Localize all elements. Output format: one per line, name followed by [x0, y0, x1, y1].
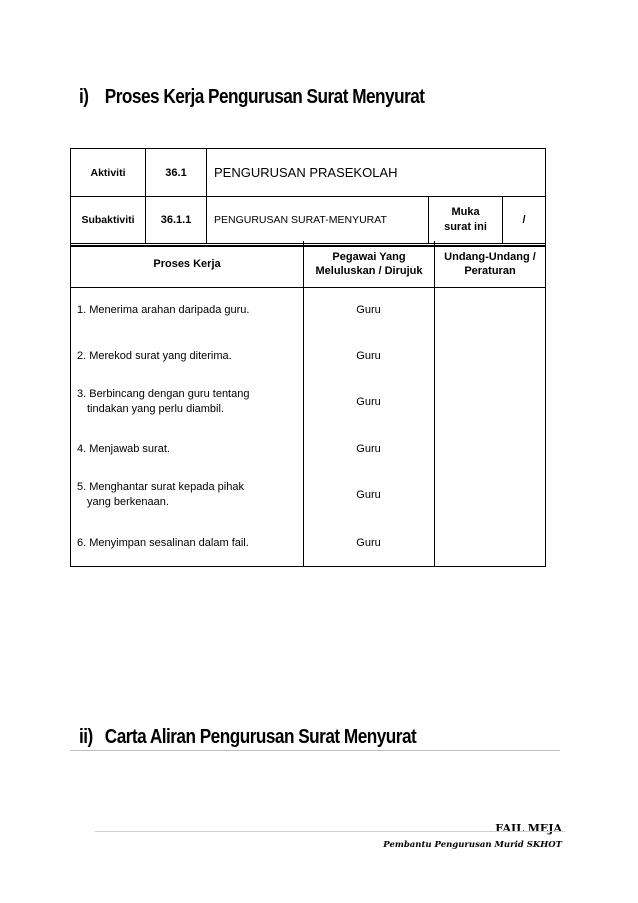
- section-1-number: i): [79, 86, 89, 108]
- subaktiviti-code: 36.1.1: [145, 197, 206, 243]
- subaktiviti-label: Subaktiviti: [81, 214, 135, 226]
- muka-surat-value: /: [502, 197, 545, 243]
- aktiviti-code: 36.1: [145, 149, 206, 196]
- col-pegawai: [303, 241, 434, 287]
- step-pegawai: Guru: [356, 396, 381, 408]
- col-proses-kerja: Proses Kerja: [153, 258, 221, 270]
- step-pegawai: Guru: [356, 489, 381, 501]
- section-2-number: ii): [79, 726, 93, 748]
- step-text: 1. Menerima arahan daripada guru.: [77, 304, 250, 316]
- step-pegawai: Guru: [356, 537, 381, 549]
- footer-fail-meja: FAIL MEJA: [495, 822, 562, 835]
- step-text: 5. Menghantar surat kepada pihak yang berkenaan.: [77, 481, 244, 508]
- step-pegawai: Guru: [356, 350, 381, 362]
- col-undang: [434, 241, 545, 287]
- muka-surat-label: [428, 197, 502, 243]
- step-text: 2. Merekod surat yang diterima.: [77, 350, 232, 362]
- col-undang-line1: Undang-Undang /: [444, 251, 536, 263]
- footer-pembantu: Pembantu Pengurusan Murid SKHOT: [383, 840, 562, 850]
- section-1-title: Proses Kerja Pengurusan Surat Menyurat: [104, 86, 425, 108]
- process-table-header: [71, 241, 545, 288]
- footer-divider: [95, 831, 565, 832]
- process-table: [70, 241, 546, 567]
- muka-label-line1: Muka: [451, 206, 480, 218]
- aktiviti-row: [71, 149, 545, 196]
- muka-label-line2: surat ini: [444, 221, 487, 233]
- step-pegawai: Guru: [356, 304, 381, 316]
- step-text: 4. Menjawab surat.: [77, 443, 170, 455]
- section-2-title: Carta Aliran Pengurusan Surat Menyurat: [104, 726, 417, 748]
- column-divider: [303, 288, 304, 566]
- section-2-divider: [70, 750, 560, 751]
- aktiviti-name: PENGURUSAN PRASEKOLAH: [206, 149, 545, 196]
- step-text: 3. Berbincang dengan guru tentang tindakan yang perlu diambil.: [77, 388, 250, 415]
- activity-header-table: [70, 148, 546, 247]
- section-2-heading: [79, 726, 416, 749]
- col-undang-line2: Peraturan: [464, 265, 516, 277]
- subaktiviti-name: PENGURUSAN SURAT-MENYURAT: [206, 197, 428, 243]
- step-pegawai: Guru: [356, 443, 381, 455]
- col-pegawai-line2: Meluluskan / Dirujuk: [315, 265, 423, 277]
- process-table-body: [71, 288, 545, 566]
- aktiviti-label: Aktiviti: [90, 166, 126, 179]
- subaktiviti-row: [71, 196, 545, 246]
- section-1-heading: [79, 86, 425, 109]
- step-text: 6. Menyimpan sesalinan dalam fail.: [77, 537, 249, 549]
- col-pegawai-line1: Pegawai Yang: [332, 251, 406, 263]
- column-divider: [434, 288, 435, 566]
